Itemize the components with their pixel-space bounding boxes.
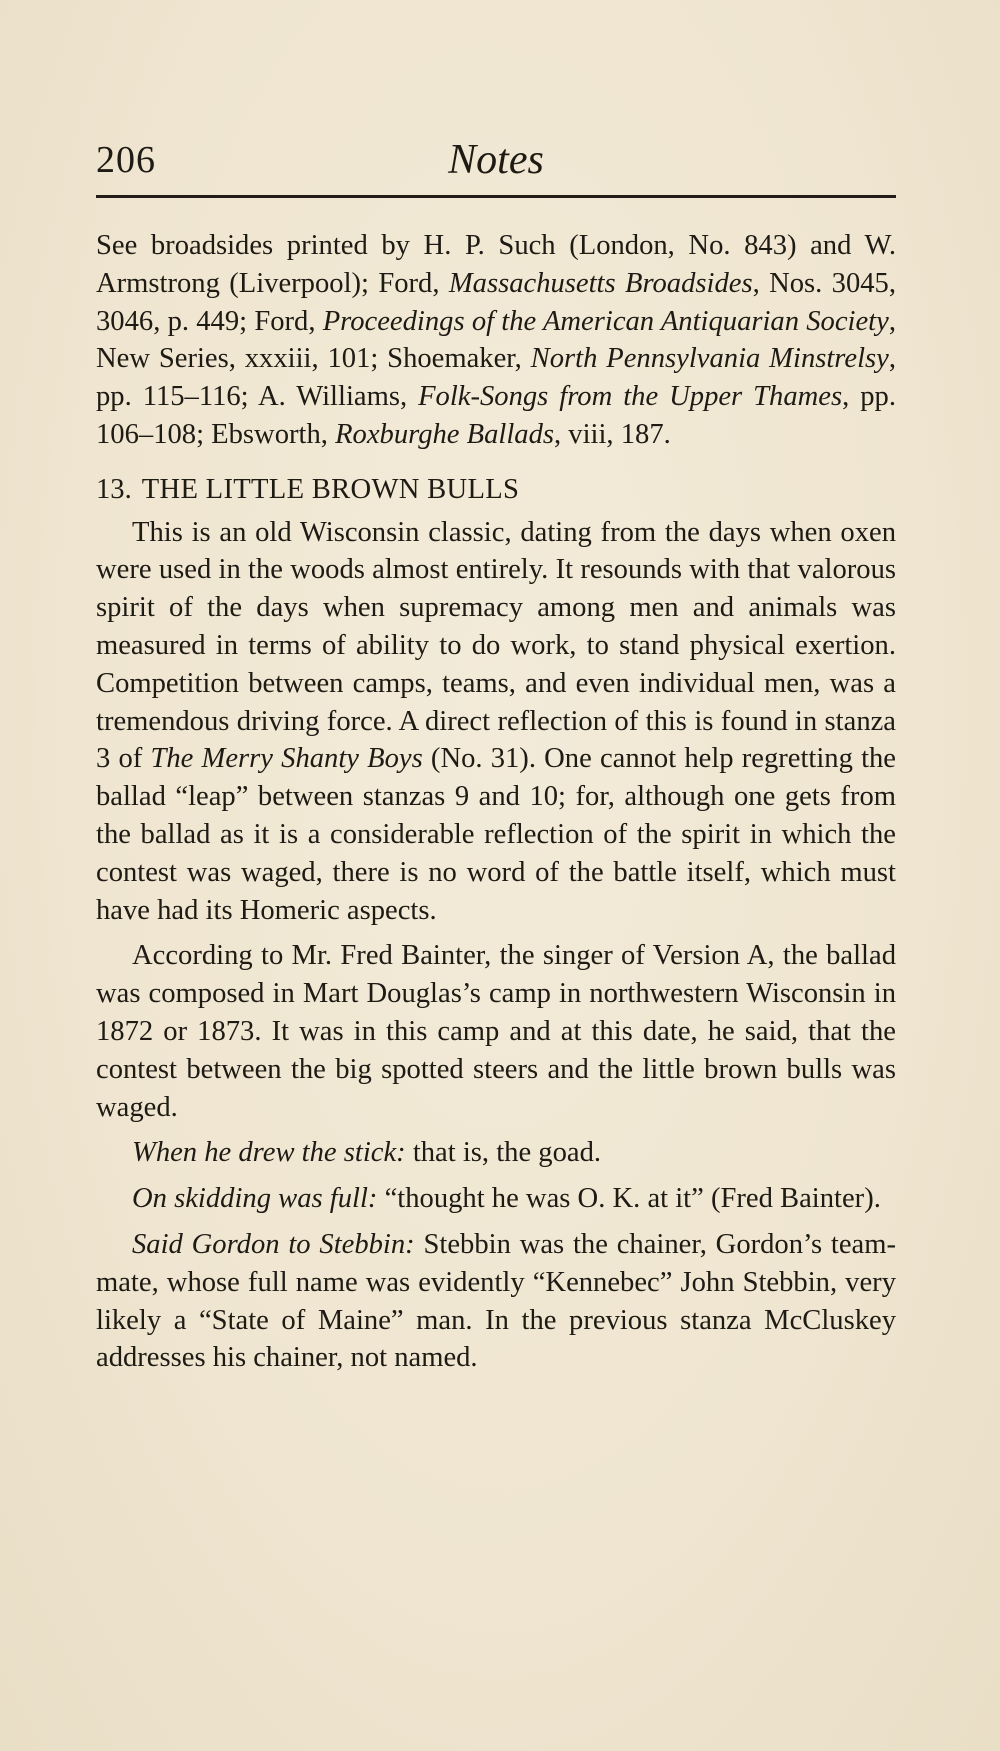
reference-title: Massachusetts Broadsides [448, 267, 753, 299]
header-rule [96, 195, 896, 198]
ballad-title: The Merry Shanty Boys [150, 743, 423, 775]
section-number: 13. [96, 473, 132, 505]
section-title: THE LITTLE BROWN BULLS [141, 473, 520, 505]
page-number: 206 [96, 139, 156, 181]
note-paragraph [96, 1134, 896, 1172]
note-phrase: When he drew the stick: [132, 1137, 406, 1169]
page-header [96, 138, 896, 192]
reference-text: See broadsides printed by H. P. Such (London, No. 843) and W. Armstrong (Liverpool); Ford, [96, 230, 896, 299]
paragraph [96, 937, 896, 1126]
note-paragraph [96, 1180, 896, 1218]
reference-title: Proceedings of the American Antiquarian Society [322, 305, 889, 337]
reference-text: , pp. 106–108; Ebsworth, [96, 381, 896, 450]
reference-text: , pp. 115–116; A. Williams, [96, 343, 896, 413]
note-text: “thought he was O. K. at it” (Fred Bainter). [377, 1183, 881, 1215]
section-heading [96, 471, 896, 509]
reference-text: , viii, 187. [554, 418, 671, 450]
note-text: Stebbin was the chainer, Gordon’s team-mate, whose full name was evidently “Kennebec” John Stebbin, very likely a “State of Maine” man. In the previous stanza McCluskey addresses his chainer, not named. [96, 1228, 896, 1374]
reference-title: Roxburghe Ballads [335, 418, 554, 450]
reference-text: , New Series, xxxiii, 101; Shoemaker, [96, 305, 896, 375]
paragraph-text: According to Mr. Fred Bainter, the singer of Version A, the ballad was composed in Mart Douglas’s camp in northwestern Wisconsin in 1872 or 1873. It was in this camp and at this date, he said, that the contest between the big spotted steers and the little brown bulls was waged. [96, 940, 896, 1123]
reference-title: North Pennsylvania Minstrelsy [530, 343, 889, 375]
note-text: that is, the goad. [405, 1137, 602, 1169]
running-head: Notes [448, 137, 544, 183]
paragraph-text: This is an old Wisconsin classic, dating from the days when oxen were used in the woods almost entirely. It resounds with that valorous spirit of the days when supremacy among men and animals was measured in terms of ability to do work, to stand physical exertion. Competition between camps, teams, and even individual men, was a tremendous driving force. A direct reflection of this is found in stanza 3 of [96, 516, 896, 775]
body-text [96, 227, 896, 1377]
paragraph-text: (No. 31). One cannot help regretting the ballad “leap” between stanzas 9 and 10; for, although one gets from the ballad as it is a considerable reflection of the spirit in which the contest was waged, there is no word of the battle itself, which must have had its Homeric aspects. [96, 743, 897, 926]
paragraph [96, 514, 896, 930]
note-phrase: On skidding was full: [132, 1183, 378, 1215]
reference-text: , Nos. 3045, 3046, p. 449; Ford, [96, 267, 896, 337]
note-paragraph [96, 1226, 896, 1377]
reference-title: Folk-Songs from the Upper Thames [418, 381, 843, 413]
note-phrase: Said Gordon to Stebbin: [132, 1228, 415, 1260]
reference-paragraph [96, 227, 896, 454]
